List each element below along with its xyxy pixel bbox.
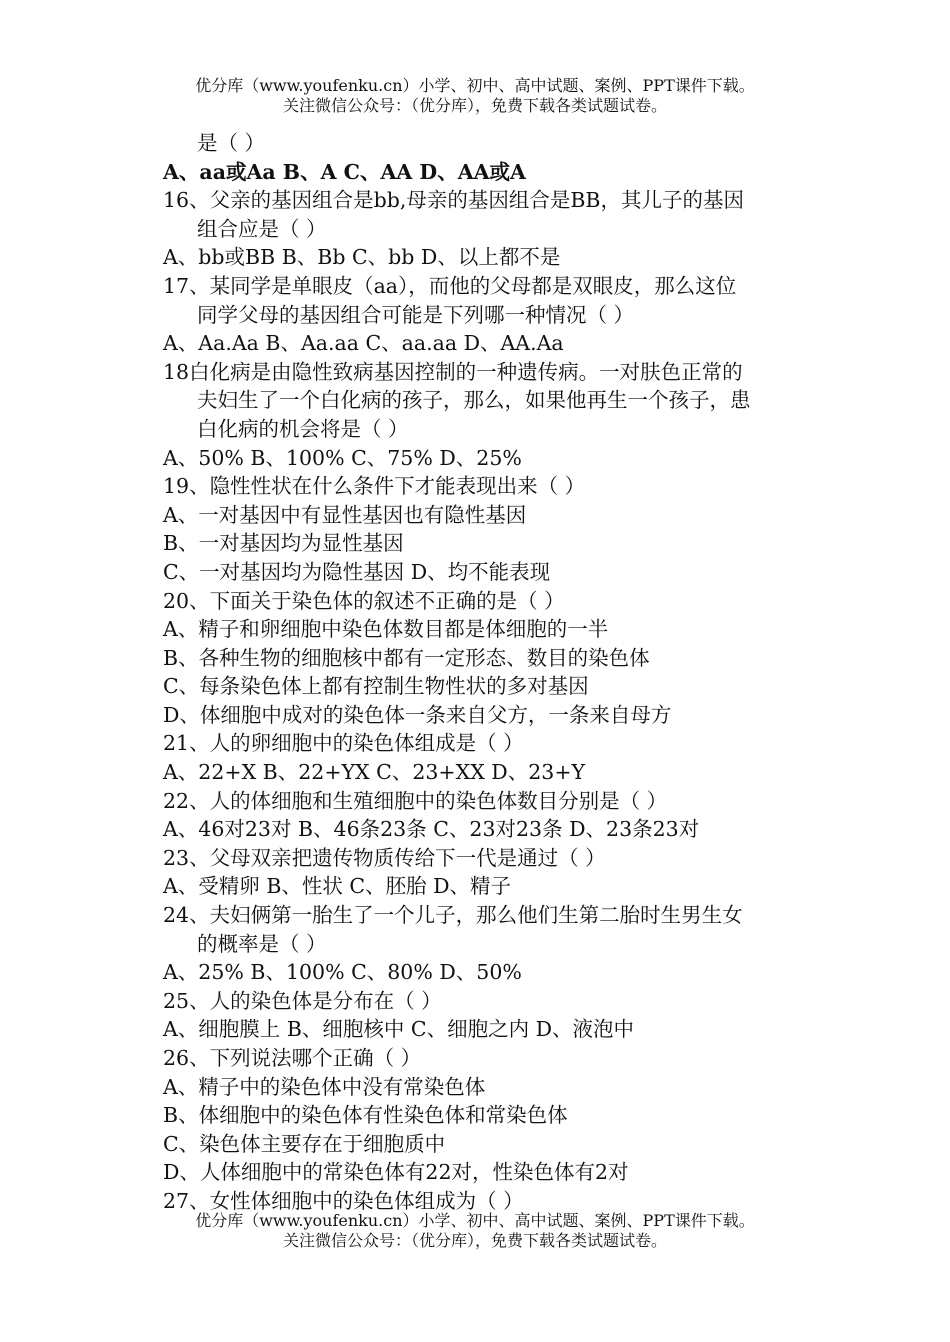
text-line: 夫妇生了一个白化病的孩子，那么，如果他再生一个孩子，患 <box>197 388 751 413</box>
page-footer <box>0 1211 950 1251</box>
text-line: 23、父母双亲把遗传物质传给下一代是通过（ ） <box>163 845 606 870</box>
text-line: A、22+X B、22+YX C、23+XX D、23+Y <box>163 760 586 785</box>
text-line: 25、人的染色体是分布在（ ） <box>163 988 442 1013</box>
footer-line-1: 优分库（www.youfenku.cn）小学、初中、高中试题、案例、PPT课件下载。 <box>195 1211 755 1230</box>
text-line: 27、女性体细胞中的染色体组成为（ ） <box>163 1188 524 1213</box>
text-line: 16、父亲的基因组合是bb,母亲的基因组合是BB，其儿子的基因 <box>163 188 744 213</box>
text-line: C、每条染色体上都有控制生物性状的多对基因 <box>163 674 589 699</box>
text-line: 20、下面关于染色体的叙述不正确的是（ ） <box>163 588 565 613</box>
text-line: B、各种生物的细胞核中都有一定形态、数目的染色体 <box>163 645 650 670</box>
text-line: 24、夫妇俩第一胎生了一个儿子，那么他们生第二胎时生男生女 <box>163 903 743 928</box>
text-line: 17、某同学是单眼皮（aa），而他的父母都是双眼皮，那么这位 <box>163 273 737 298</box>
question-content <box>163 129 803 1216</box>
text-line: 18白化病是由隐性致病基因控制的一种遗传病。一对肤色正常的 <box>163 359 743 384</box>
text-line: A、精子和卵细胞中染色体数目都是体细胞的一半 <box>163 617 609 642</box>
text-line: 组合应是（ ） <box>197 216 327 241</box>
text-line: 22、人的体细胞和生殖细胞中的染色体数目分别是（ ） <box>163 788 668 813</box>
text-line: A、bb或BB B、Bb C、bb D、以上都不是 <box>163 245 561 270</box>
text-line: 26、下列说法哪个正确（ ） <box>163 1046 422 1070</box>
text-line: 19、隐性性状在什么条件下才能表现出来（ ） <box>163 474 586 499</box>
text-line: 白化病的机会将是（ ） <box>197 416 409 441</box>
text-line: A、Aa.Aa B、Aa.aa C、aa.aa D、AA.Aa <box>163 331 564 356</box>
text-line: B、体细胞中的染色体有性染色体和常染色体 <box>163 1103 568 1128</box>
text-line: A、精子中的染色体中没有常染色体 <box>163 1074 486 1099</box>
text-line: A、aa或Aa B、A C、AA D、AA或A <box>163 159 526 184</box>
text-line: C、染色体主要存在于细胞质中 <box>163 1131 446 1156</box>
text-line: B、一对基因均为显性基因 <box>163 531 404 556</box>
text-line: A、受精卵 B、性状 C、胚胎 D、精子 <box>163 874 512 899</box>
text-line: D、人体细胞中的常染色体有22对，性染色体有2对 <box>163 1160 629 1185</box>
text-line: 的概率是（ ） <box>197 931 327 956</box>
text-line: A、细胞膜上 B、细胞核中 C、细胞之内 D、液泡中 <box>163 1017 635 1042</box>
text-line: C、一对基因均为隐性基因 D、均不能表现 <box>163 559 551 584</box>
text-line: A、一对基因中有显性基因也有隐性基因 <box>163 502 527 527</box>
footer-line-2: 关注微信公众号：（优分库），免费下载各类试题试卷。 <box>282 1231 667 1250</box>
text-line: 同学父母的基因组合可能是下列哪一种情况（ ） <box>197 302 635 327</box>
header-line-2: 关注微信公众号：（优分库），免费下载各类试题试卷。 <box>282 96 667 115</box>
page-header <box>0 76 950 116</box>
text-line: 21、人的卵细胞中的染色体组成是（ ） <box>163 731 524 756</box>
text-line: A、25% B、100% C、80% D、50% <box>163 960 522 985</box>
text-line: A、46对23对 B、46条23条 C、23对23条 D、23条23对 <box>163 817 700 842</box>
text-line: 是（ ） <box>197 131 266 155</box>
text-line: A、50% B、100% C、75% D、25% <box>163 445 522 470</box>
header-line-1: 优分库（www.youfenku.cn）小学、初中、高中试题、案例、PPT课件下载。 <box>195 76 755 95</box>
text-line: D、体细胞中成对的染色体一条来自父方，一条来自母方 <box>163 702 672 727</box>
